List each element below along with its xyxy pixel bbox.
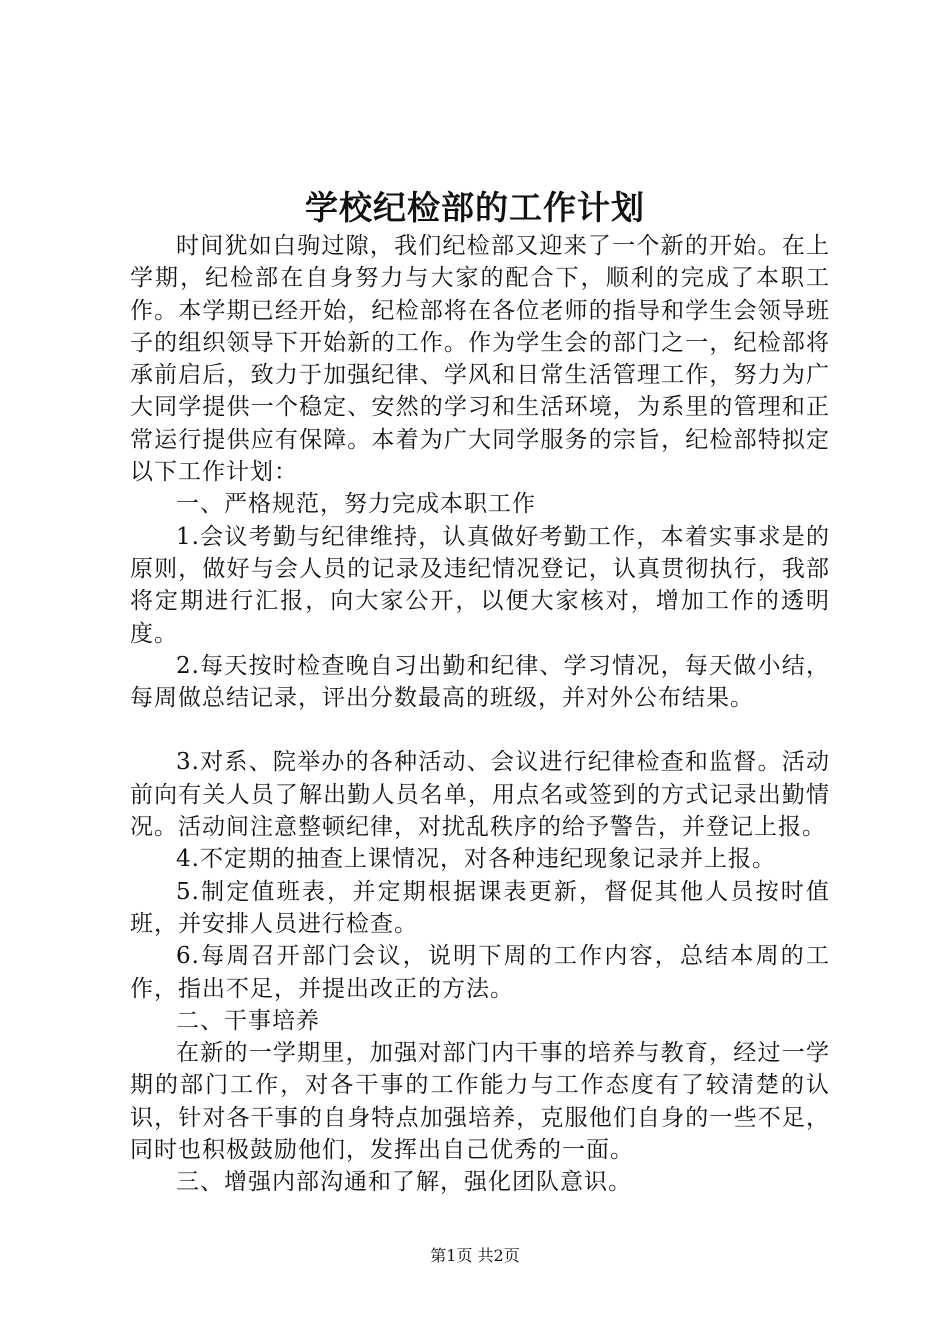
document-title: 学校纪检部的工作计划 [305,188,645,227]
list-item-5: 5.制定值班表，并定期根据课表更新，督促其他人员按时值班，并安排人员进行检查。 [130,878,830,937]
document-body [130,230,830,1199]
list-item-2: 2.每天按时检查晚自习出勤和纪律、学习情况，每天做小结，每周做总结记录，评出分数最高的班级，并对外公布结果。 [130,652,830,712]
section-heading-1: 一、严格规范，努力完成本职工作 [176,491,536,518]
paragraph-training: 在新的一学期里，加强对部门内干事的培养与教育，经过一学期的部门工作，对各干事的工作能力与工作态度有了较清楚的认识，针对各干事的自身特点加强培养，克服他们自身的一些不足，同时也积极鼓励他们，发挥出自己优秀的一面。 [130,1040,830,1164]
list-item-1: 1.会议考勤与纪律维持，认真做好考勤工作，本着实事求是的原则，做好与会人员的记录及违纪情况登记，认真贯彻执行，我部将定期进行汇报，向大家公开，以便大家核对，增加工作的透明度。 [130,523,830,647]
section-heading-3: 三、增强内部沟通和了解，强化团队意识。 [176,1169,632,1196]
section-heading-2: 二、干事培养 [176,1007,320,1034]
page-footer: 第1页 共2页 [430,1246,520,1265]
list-item-4: 4.不定期的抽查上课情况，对各种违纪现象记录并上报。 [176,846,776,873]
paragraph-intro: 时间犹如白驹过隙，我们纪检部又迎来了一个新的开始。在上学期，纪检部在自身努力与大家的配合下，顺利的完成了本职工作。本学期已经开始，纪检部将在各位老师的指导和学生会领导班子的组织领导下开始新的工作。作为学生会的部门之一，纪检部将承前启后，致力于加强纪律、学风和日常生活管理工作，努力为广大同学提供一个稳定、安然的学习和生活环境，为系里的管理和正常运行提供应有保障。本着为广大同学服务的宗旨，纪检部特拟定以下工作计划： [130,233,830,486]
list-item-6: 6.每周召开部门会议，说明下周的工作内容，总结本周的工作，指出不足，并提出改正的方法。 [130,943,830,1002]
list-item-3: 3.对系、院举办的各种活动、会议进行纪律检查和监督。活动前向有关人员了解出勤人员名单，用点名或签到的方式记录出勤情况。活动间注意整顿纪律，对扰乱秩序的给予警告，并登记上报。 [130,749,830,841]
